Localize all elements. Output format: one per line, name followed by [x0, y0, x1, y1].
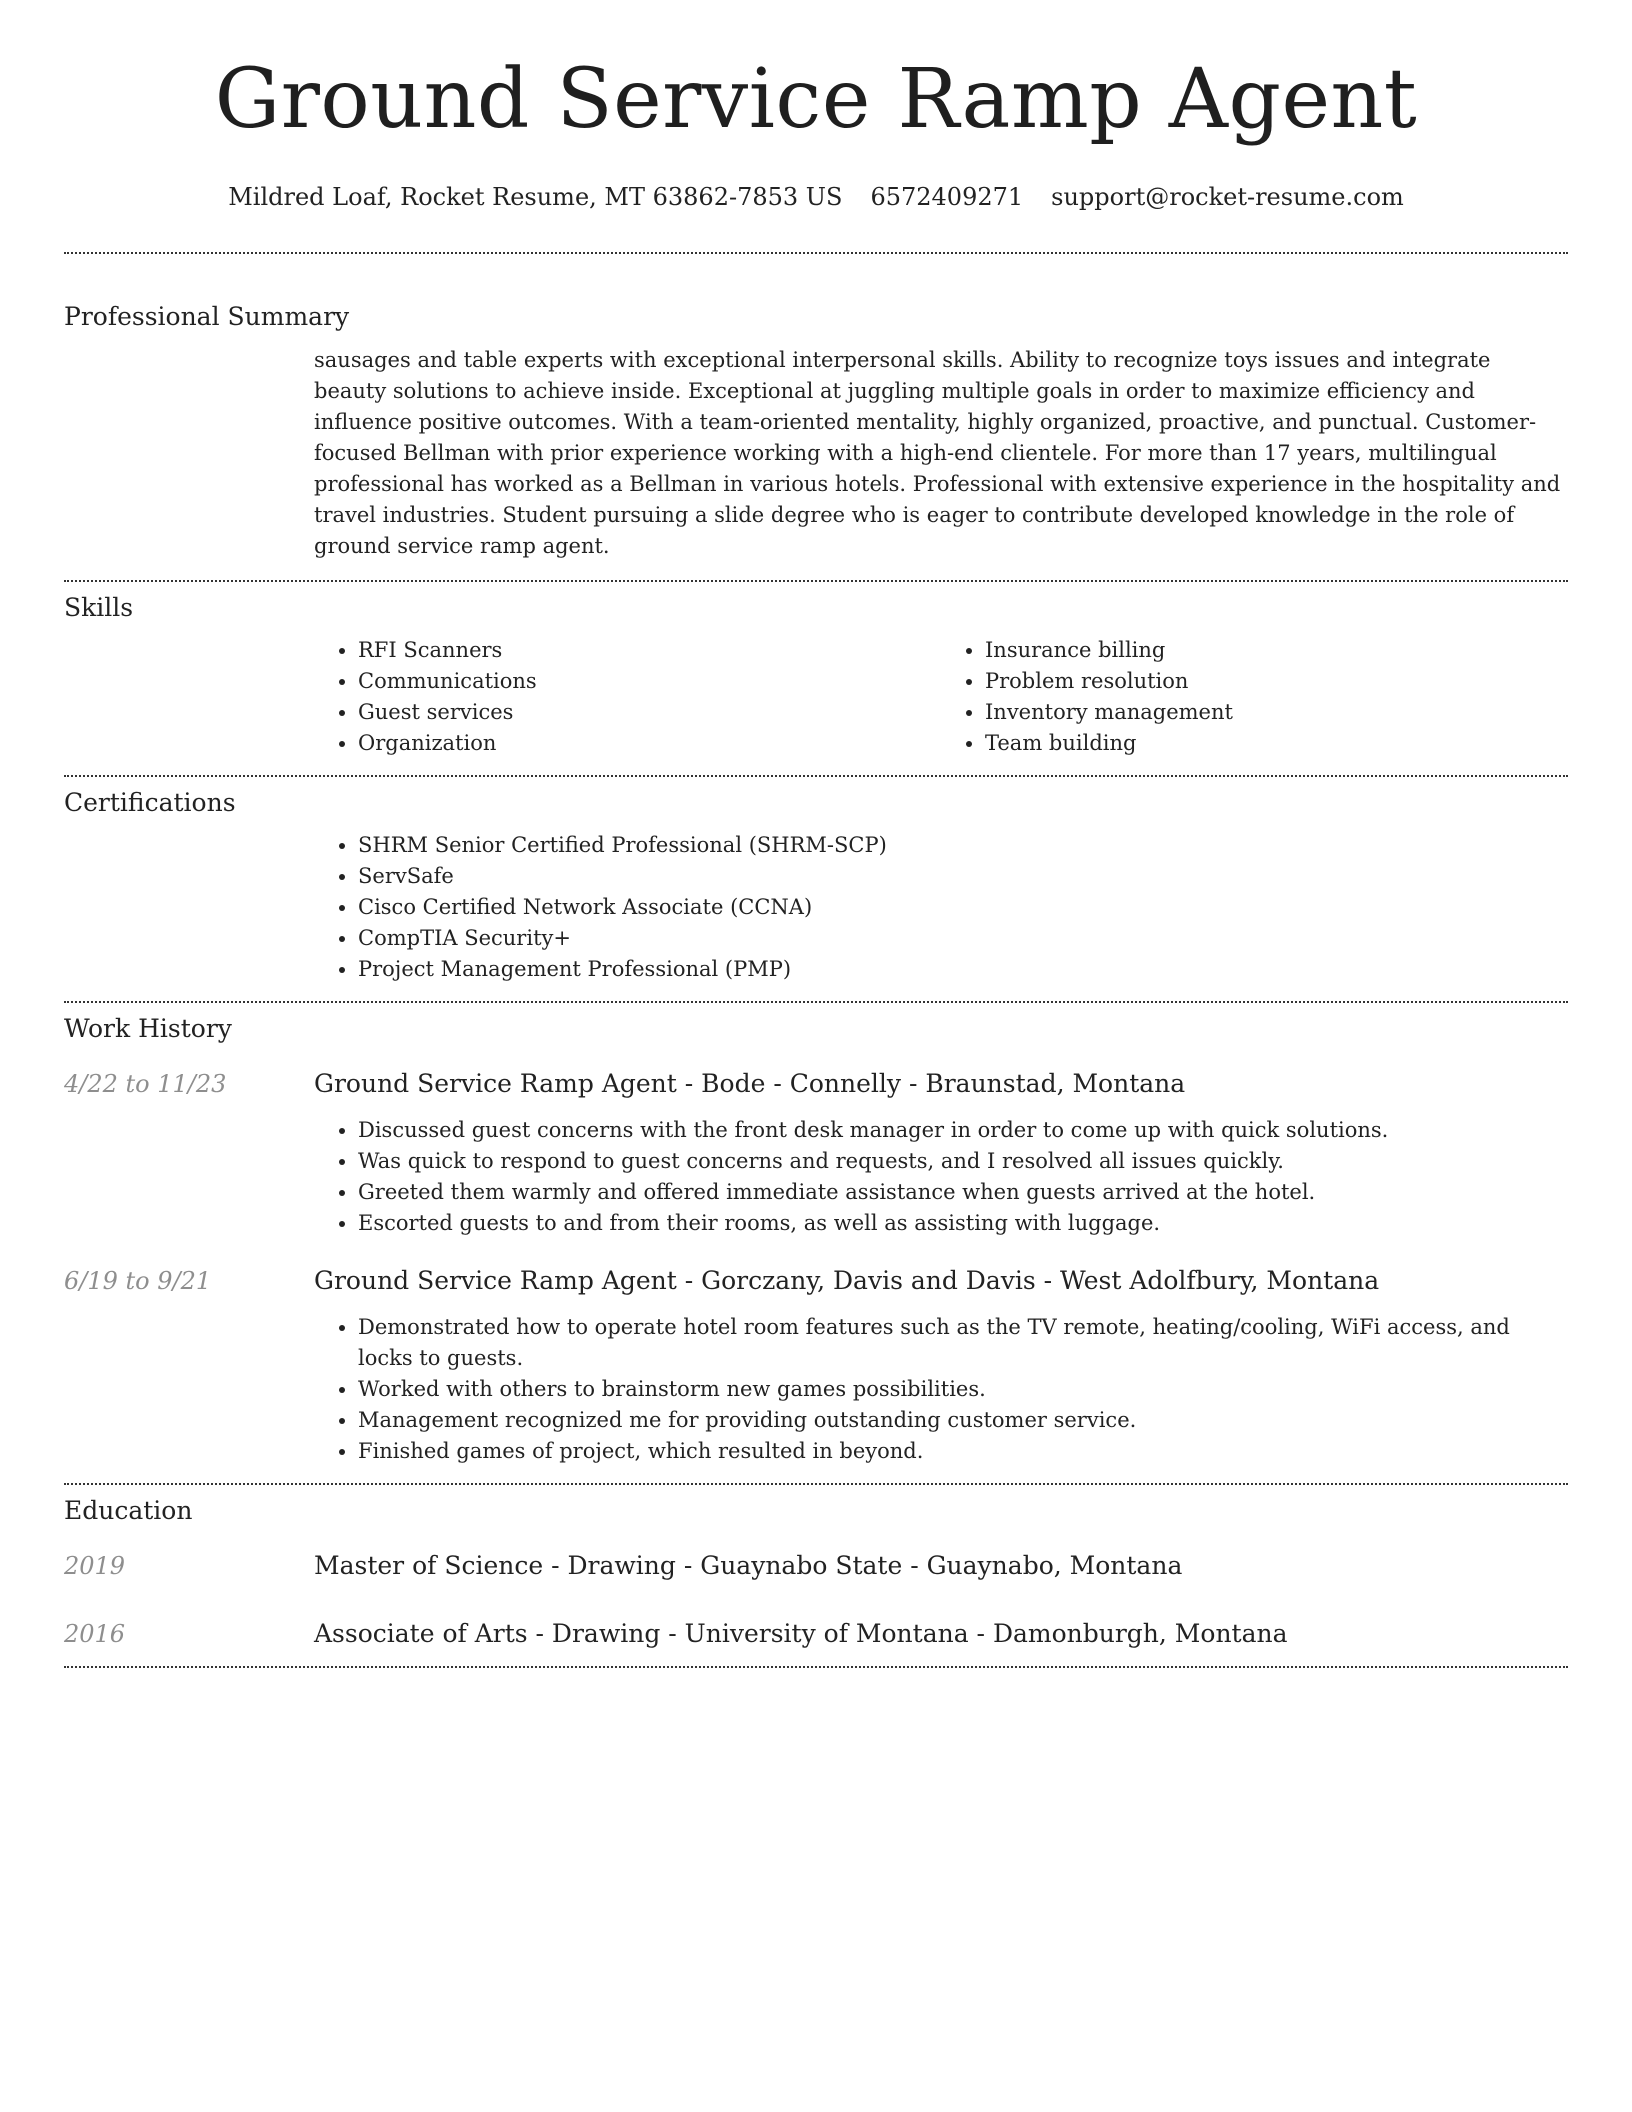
job-bullet-list — [314, 1115, 1568, 1239]
job-bullet: • Demonstrated how to operate hotel room features such as the TV remote, heating/cooling, WiFi access, and locks to guests. — [358, 1312, 1568, 1374]
skills-grid — [314, 635, 1568, 775]
skill-item: • Insurance billing — [985, 635, 1568, 666]
education-degree: Master of Science - Drawing - Guaynabo State - Guaynabo, Montana — [314, 1551, 1183, 1580]
certification-item: • Cisco Certified Network Associate (CCNA) — [358, 892, 1568, 923]
summary-section — [64, 254, 1568, 580]
job-title: Ground Service Ramp Agent - Bode - Connelly - Braunstad, Montana — [314, 1069, 1186, 1098]
job-dates: 6/19 to 9/21 — [64, 1267, 212, 1295]
certification-item: • SHRM Senior Certified Professional (SHRM-SCP) — [358, 830, 1568, 861]
certifications-section — [64, 777, 1568, 1001]
bottom-divider — [64, 1666, 1568, 1668]
resume-header — [64, 0, 1568, 212]
work-section — [64, 1003, 1568, 1483]
skill-item: • Guest services — [358, 697, 941, 728]
summary-text: sausages and table experts with exceptional interpersonal skills. Ability to recognize toys issues and integrate beauty solutions to achieve inside. Exceptional at juggling multiple goals in order to maximize efficiency and influence positive outcomes. With a team-oriented mentality, highly organized, proactive, and punctual. Customer-focused Bellman with prior experience working with a high-end clientele. For more than 17 years, multilingual professional has worked as a Bellman in various hotels. Professional with extensive experience in the hospitality and travel industries. Student pursuing a slide degree who is eager to contribute developed knowledge in the role of ground service ramp agent. — [314, 348, 1561, 558]
job-heading — [64, 1068, 1568, 1100]
certification-item: • Project Management Professional (PMP) — [358, 954, 1568, 985]
job-bullets — [314, 1115, 1568, 1239]
job-bullet-list — [314, 1312, 1568, 1467]
contact-line — [64, 182, 1568, 212]
job-heading — [64, 1265, 1568, 1297]
education-entry — [64, 1550, 1568, 1582]
job-dates: 4/22 to 11/23 — [64, 1070, 227, 1098]
contact-email: support@rocket-resume.com — [1051, 183, 1404, 211]
summary-title: Professional Summary — [64, 302, 350, 331]
work-title: Work History — [64, 1014, 232, 1043]
education-year: 2016 — [64, 1620, 126, 1648]
education-year: 2019 — [64, 1552, 126, 1580]
skill-item: • Team building — [985, 728, 1568, 759]
skills-list-left — [314, 635, 941, 759]
job-bullet: • Worked with others to brainstorm new games possibilities. — [358, 1374, 1568, 1405]
job-bullet: • Finished games of project, which resulted in beyond. — [358, 1436, 1568, 1467]
skill-item: • RFI Scanners — [358, 635, 941, 666]
skills-title: Skills — [64, 593, 134, 622]
job-bullet: • Escorted guests to and from their rooms, as well as assisting with luggage. — [358, 1208, 1568, 1239]
skill-item: • Communications — [358, 666, 941, 697]
job-bullet: • Was quick to respond to guest concerns and requests, and I resolved all issues quickly. — [358, 1146, 1568, 1177]
education-section — [64, 1485, 1568, 1666]
contact-address: Mildred Loaf, Rocket Resume, MT 63862-7853 US — [228, 183, 843, 211]
candidate-name: Ground Service Ramp Agent — [214, 52, 1418, 147]
job-title: Ground Service Ramp Agent - Gorczany, Davis and Davis - West Adolfbury, Montana — [314, 1266, 1380, 1295]
skill-item: • Inventory management — [985, 697, 1568, 728]
education-degree: Associate of Arts - Drawing - University of Montana - Damonburgh, Montana — [314, 1619, 1288, 1648]
job-bullets — [314, 1312, 1568, 1467]
skills-list-right — [941, 635, 1568, 759]
certifications-list — [314, 830, 1568, 985]
skill-item: • Organization — [358, 728, 941, 759]
skill-item: • Problem resolution — [985, 666, 1568, 697]
certification-item: • CompTIA Security+ — [358, 923, 1568, 954]
certifications-title: Certifications — [64, 788, 236, 817]
contact-phone: 6572409271 — [870, 183, 1024, 211]
job-bullet: • Discussed guest concerns with the front desk manager in order to come up with quick solutions. — [358, 1115, 1568, 1146]
job-entry — [64, 1068, 1568, 1239]
certifications-block — [314, 830, 1568, 1001]
job-bullet: • Management recognized me for providing outstanding customer service. — [358, 1405, 1568, 1436]
resume-page — [64, 0, 1568, 1668]
education-entry — [64, 1618, 1568, 1666]
certification-item: • ServSafe — [358, 861, 1568, 892]
job-bullet: • Greeted them warmly and offered immediate assistance when guests arrived at the hotel. — [358, 1177, 1568, 1208]
education-title: Education — [64, 1496, 193, 1525]
skills-section — [64, 582, 1568, 775]
job-entry — [64, 1265, 1568, 1483]
